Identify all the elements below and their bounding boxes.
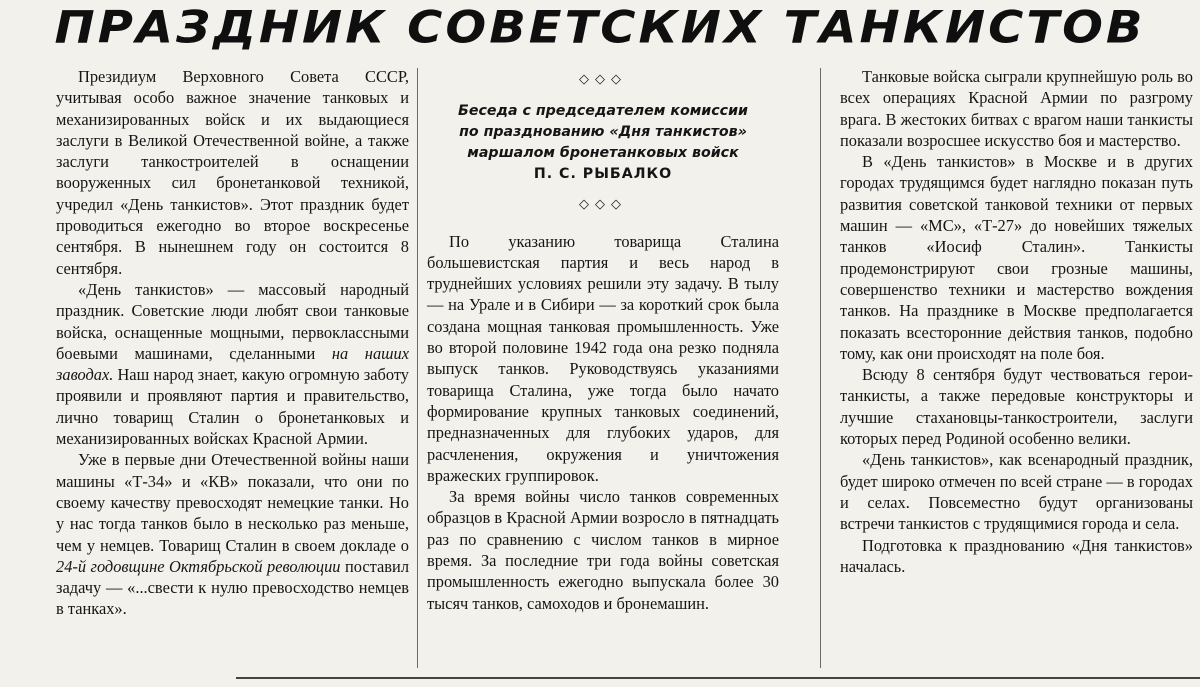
text-run: поставил задачу — «...свести к нулю превосходство немцев в танках».	[56, 556, 409, 619]
article-column-3	[840, 66, 1193, 577]
paragraph: За время войны число танков современных образцов в Красной Армии возросло в пятнадцать раз по сравнению с числом танков в мирное время. За последние три года войны советская промышленность ежегодно выпускала более 30 тысяч танков, самоходов и бронемашин.	[427, 487, 779, 613]
subtitle-line: Беседа с председателем комиссии	[458, 103, 748, 120]
text-run: «День танкистов» — массовый народный праздник. Советские люди любят свои танковые войска, оснащенные мощными, первоклассными боевыми машинами, сделанными	[56, 279, 409, 363]
paragraph: «День танкистов», как всенародный праздник, будет широко отмечен по всей стране — в городах и селах. Повсеместно будут организованы встречи танкистов с трудящимися города и села.	[840, 450, 1193, 534]
subtitle-line: маршалом бронетанковых войск	[467, 145, 739, 162]
paragraph: Танковые войска сыграли крупнейшую роль во всех операциях Красной Армии по разгрому врага. В жестоких битвах с врагом наши танкисты показали возросшее искусство боя и мастерство.	[840, 67, 1193, 150]
article-column-1	[56, 66, 409, 620]
paragraph: Всюду 8 сентября будут чествоваться герои-танкисты, а также передовые конструкторы и лучшие стахановцы-танкостроители, заслуги которых перед Родиной особенно велики.	[840, 365, 1193, 449]
subtitle-name: П. С. РЫБАЛКО	[533, 166, 673, 183]
column-divider	[820, 68, 821, 668]
ornament-divider: ◇◇◇	[579, 196, 627, 212]
subtitle-block	[427, 101, 779, 185]
paragraph: В «День танкистов» в Москве и в других городах трудящимся будет наглядно показан путь развития советской танковой техники от первых машин — «МС», «Т-27» до новейших тяжелых танков «Иосиф Сталин». Танкисты продемонстрируют свои грозные машины, совершенство техники и мастерство вождения танков. На празднике в Москве предполагается показать всесторонние действия танков, подобно тому, как они происходят на поле боя.	[840, 152, 1193, 363]
paragraph: По указанию товарища Сталина большевистская партия и весь народ в труднейших условиях решили эту задачу. В тылу — на Урале и в Сибири — за короткий срок была создана мощная танковая промышленность. Уже во второй половине 1942 года она резко подняла выпуск танков. Руководствуясь указаниями товарища Сталина, уже тогда было начато формирование крупных танковых соединений, предназначенных для глубоких ударов, для расчленения, окружения и уничтожения вражеских группировок.	[427, 231, 779, 485]
ornament-divider: ◇◇◇	[579, 71, 627, 86]
text-run: Уже в первые дни Отечественной войны наши машины «Т-34» и «КВ» показали, что они по своему качеству превосходят немецкие танки. Но у нас тогда танков было в несколько раз меньше, чем у немцев. Товарищ Сталин в своем докладе о	[56, 450, 409, 555]
headline: ПРАЗДНИК СОВЕТСКИХ ТАНКИСТОВ	[54, 2, 1146, 54]
subtitle-line: по празднованию «Дня танкистов»	[459, 124, 747, 141]
paragraph: Президиум Верховного Совета СССР, учитывая особо важное значение танковых и механизированных войск и их выдающиеся заслуги в Великой Отечественной войне, а также заслуги танкостроителей в оснащении вооруженных сил бронетанковой техникой, учредил «День танкистов». Этот праздник будет проводиться ежегодно во второе воскресенье сентября. В нынешнем году он состоится 8 сентября.	[56, 67, 409, 278]
text-run: Наш народ знает, какую огромную заботу проявили и проявляют партия и правительство, лично товарищ Сталин о бронетанковых и механизированных войсках Красной Армии.	[56, 365, 409, 449]
column-divider	[417, 68, 418, 668]
article-column-2	[427, 66, 779, 614]
column-body	[427, 231, 779, 614]
bottom-rule	[236, 677, 1200, 679]
italic-text: на наших заводах.	[56, 343, 409, 385]
paragraph: Подготовка к празднованию «Дня танкистов» началась.	[840, 535, 1193, 576]
paragraph	[56, 449, 409, 619]
paragraph	[56, 279, 409, 449]
italic-text: 24-й годовщине Октябрьской революции	[56, 556, 341, 576]
